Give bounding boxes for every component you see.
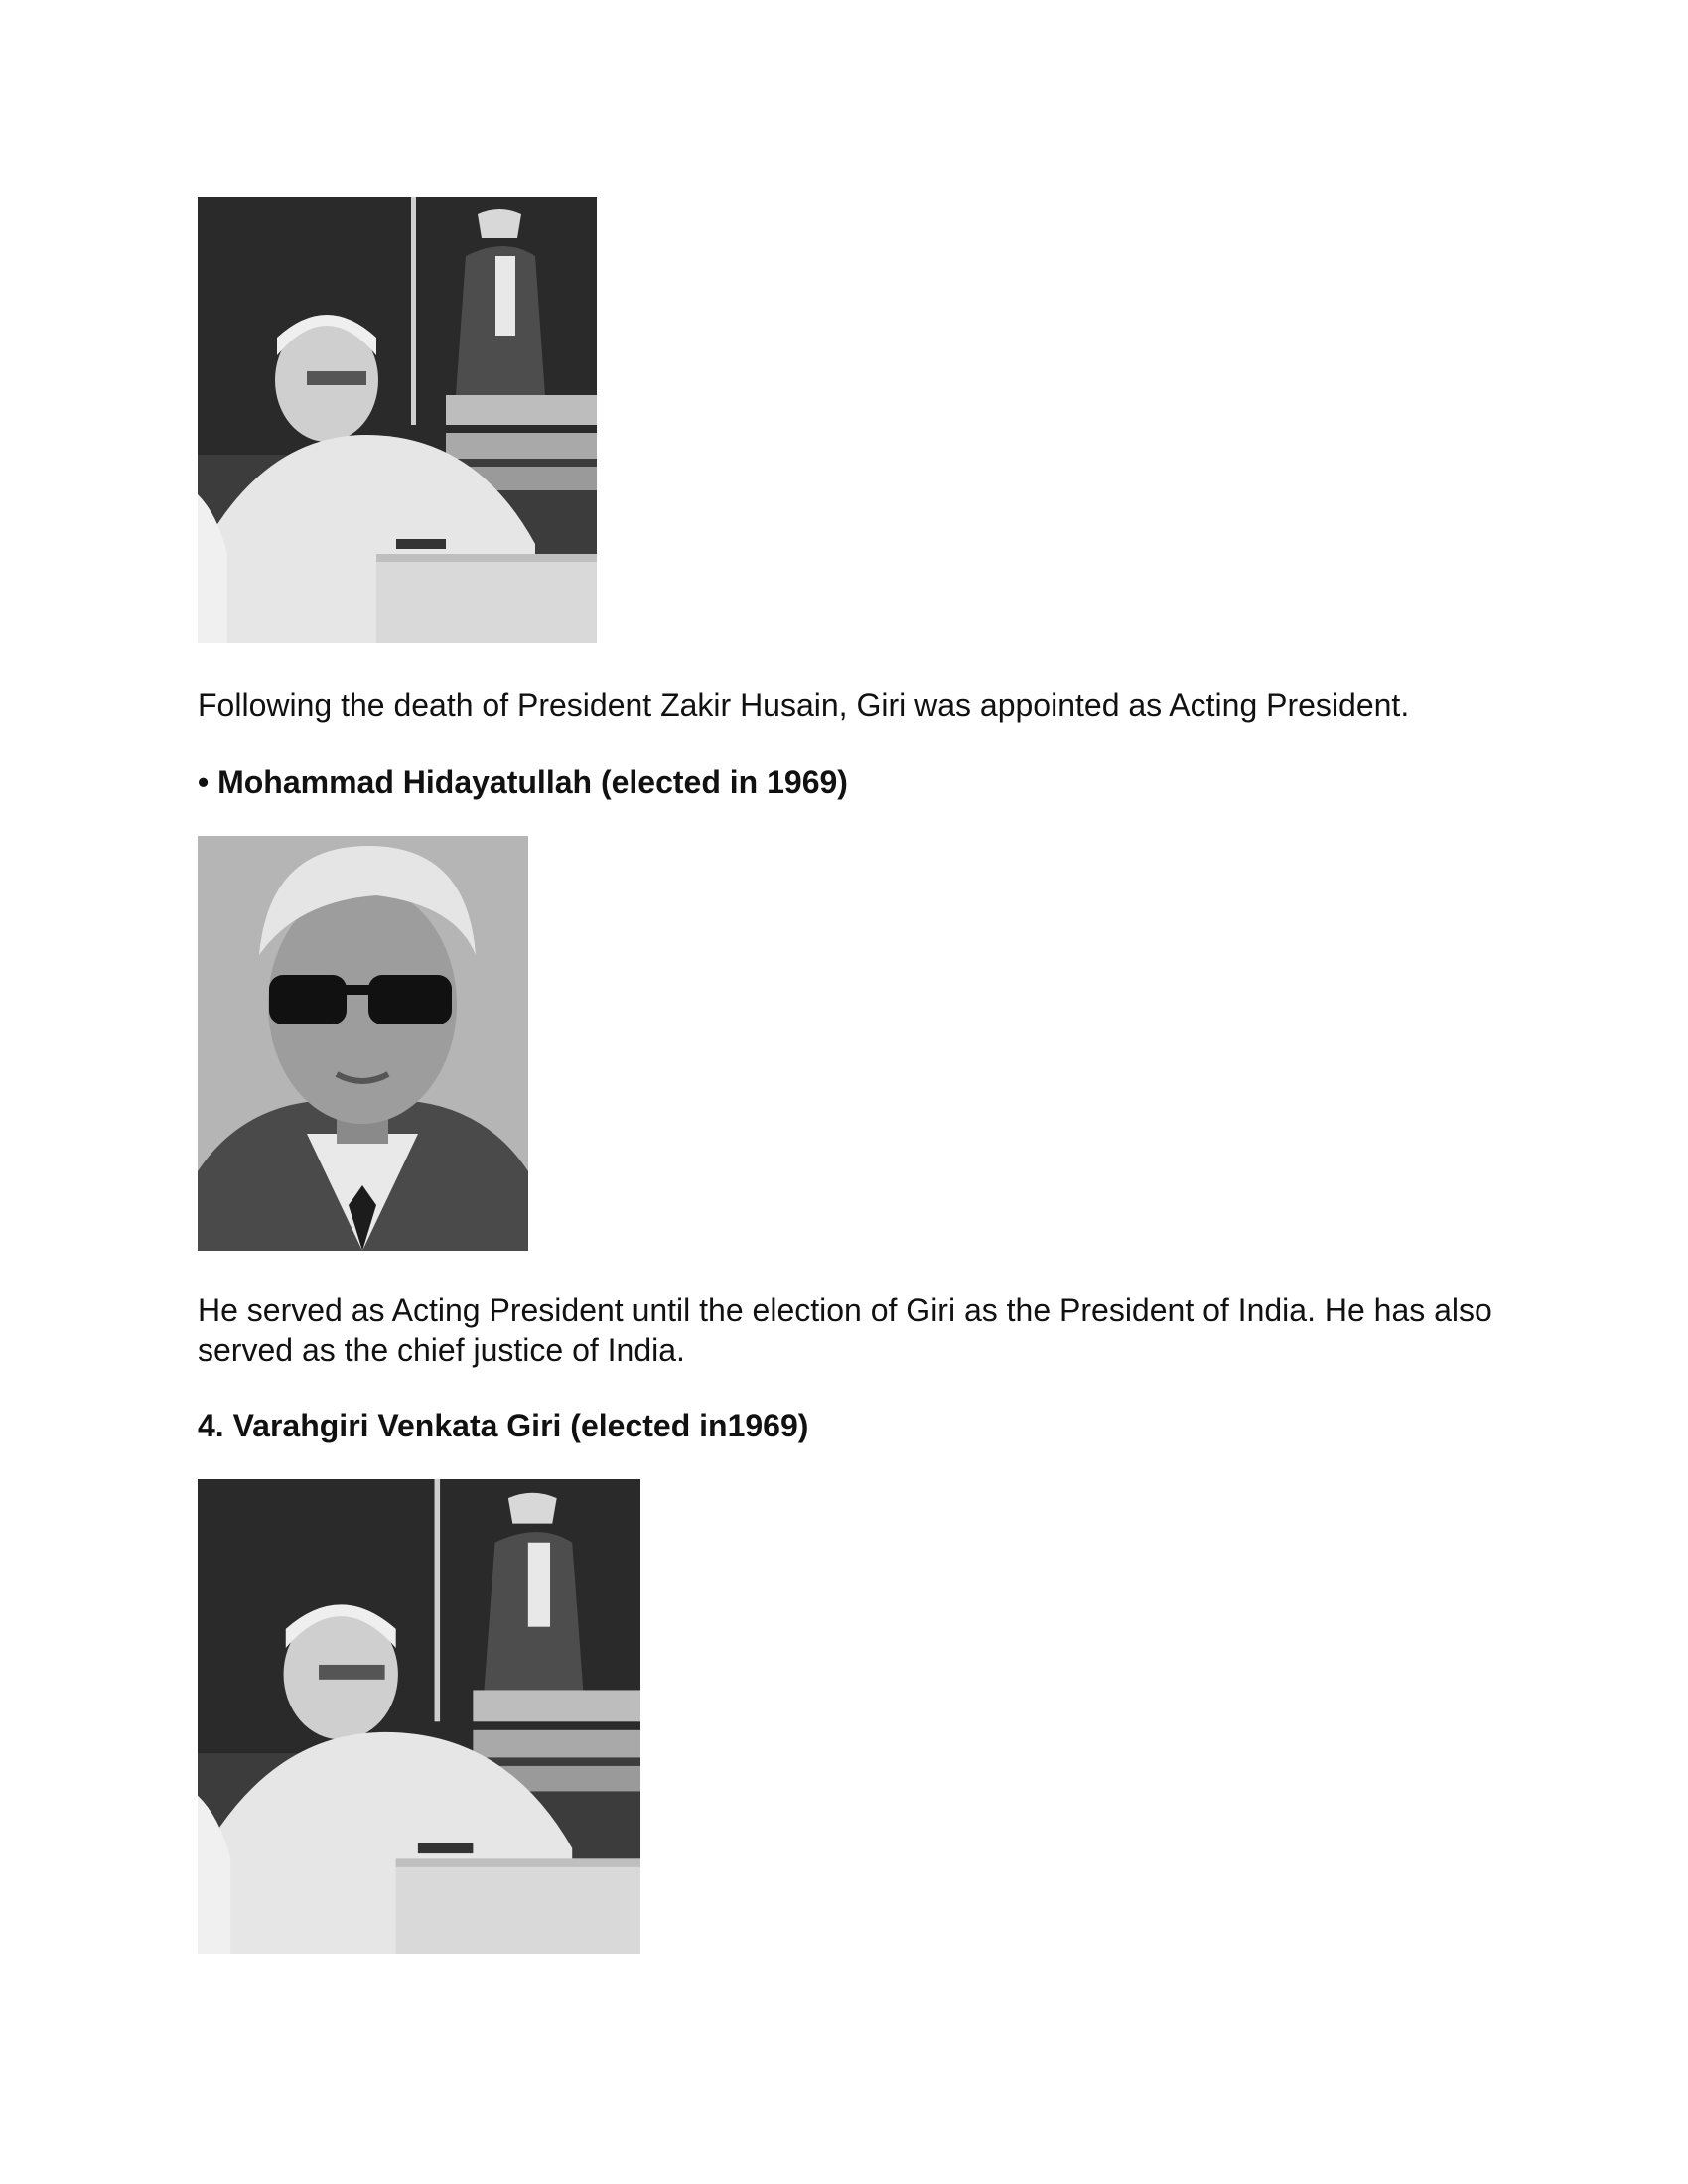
giri-photo-top-image bbox=[198, 197, 597, 643]
hidayatullah-photo bbox=[198, 836, 528, 1251]
hidayatullah-heading: • Mohammad Hidayatullah (elected in 1969) bbox=[198, 764, 848, 800]
giri-photo-bottom bbox=[198, 1479, 640, 1954]
zakir-husain-paragraph: Following the death of President Zakir Husain, Giri was appointed as Acting President. bbox=[198, 687, 1410, 723]
giri-photo-bottom-image bbox=[198, 1479, 640, 1954]
hidayatullah-paragraph: He served as Acting President until the election of Giri as the President of India. He has also served as the chief justice of India. bbox=[198, 1293, 1492, 1368]
hidayatullah-photo-image bbox=[198, 836, 528, 1251]
giri-photo-top bbox=[198, 197, 597, 643]
giri-heading: 4. Varahgiri Venkata Giri (elected in1969) bbox=[198, 1408, 809, 1443]
